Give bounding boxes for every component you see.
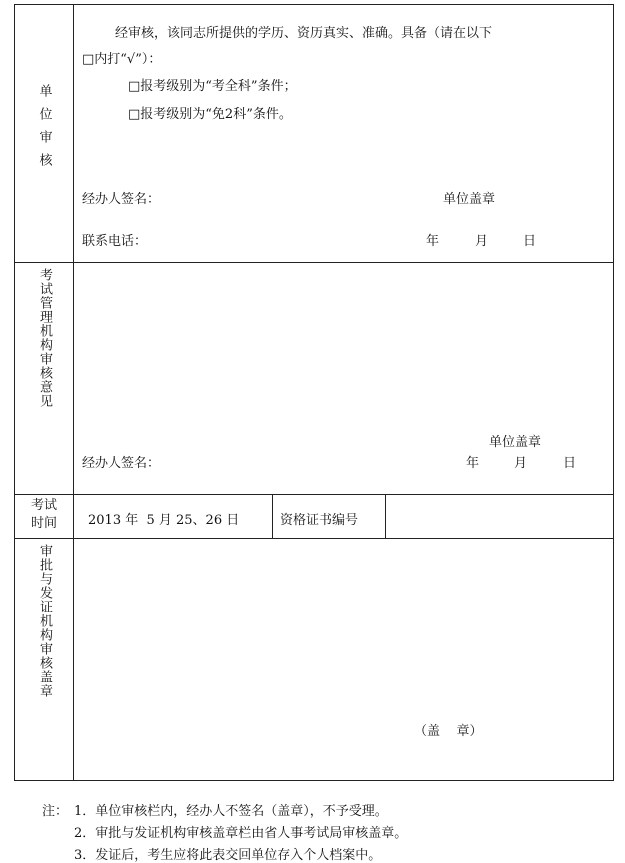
approval-label-text: 审批与发证机构审核盖章 — [37, 544, 52, 698]
notes-prefix: 注： — [42, 804, 69, 819]
unit-review-month: 月 — [475, 234, 489, 249]
cert-number-label: 资格证书编号 — [280, 513, 359, 528]
unit-review-label — [15, 84, 73, 176]
note-item-1: 1．单位审核栏内，经办人不签名（盖章），不予受理。 — [74, 804, 388, 819]
unit-review-handler-sign: 经办人签名： — [82, 192, 161, 207]
approval-label — [15, 544, 73, 698]
note-item-3: 3．发证后，考生应将此表交回单位存入个人档案中。 — [74, 848, 382, 863]
exam-authority-handler-sign: 经办人签名： — [82, 456, 161, 471]
approval-seal: （盖 章） — [414, 724, 483, 739]
cert-number-field[interactable] — [386, 495, 613, 538]
unit-review-statement-line2: □内打“√”）： — [82, 52, 162, 67]
option-full-subjects-checkbox[interactable]: □报考级别为“考全科”条件； — [128, 79, 297, 94]
note-item-2: 2．审批与发证机构审核盖章栏由省人事考试局审核盖章。 — [74, 826, 408, 841]
exam-time-label-line2: 时间 — [30, 516, 57, 531]
option-exempt-two-checkbox[interactable]: □报考级别为“免2科”条件。 — [128, 107, 292, 122]
unit-review-day: 日 — [523, 234, 537, 249]
exam-authority-label — [15, 268, 73, 408]
table-border-right — [613, 4, 614, 781]
label-column-divider — [73, 4, 74, 781]
unit-review-seal: 单位盖章 — [443, 192, 496, 207]
exam-authority-seal: 单位盖章 — [489, 435, 542, 450]
exam-authority-month: 月 — [514, 456, 528, 471]
exam-time-label — [15, 497, 73, 533]
exam-authority-day: 日 — [563, 456, 577, 471]
exam-time-value: 2013 年 5 月 25、26 日 — [88, 513, 240, 528]
unit-review-statement: 经审核，该同志所提供的学历、资历真实、准确。具备（请在以下 — [115, 26, 493, 41]
table-border-bottom — [14, 780, 614, 781]
table-border-top — [14, 4, 614, 5]
unit-review-label-text: 单位审核 — [36, 84, 52, 176]
exam-time-label-line1: 考试 — [30, 498, 57, 513]
exam-authority-year: 年 — [466, 456, 480, 471]
unit-review-phone: 联系电话： — [82, 234, 148, 249]
exam-time-divider-1 — [272, 494, 273, 538]
exam-authority-label-text: 考试管理机构审核意见 — [37, 268, 52, 408]
unit-review-year: 年 — [426, 234, 440, 249]
row-divider-1 — [14, 262, 614, 263]
row-divider-3 — [14, 538, 614, 539]
